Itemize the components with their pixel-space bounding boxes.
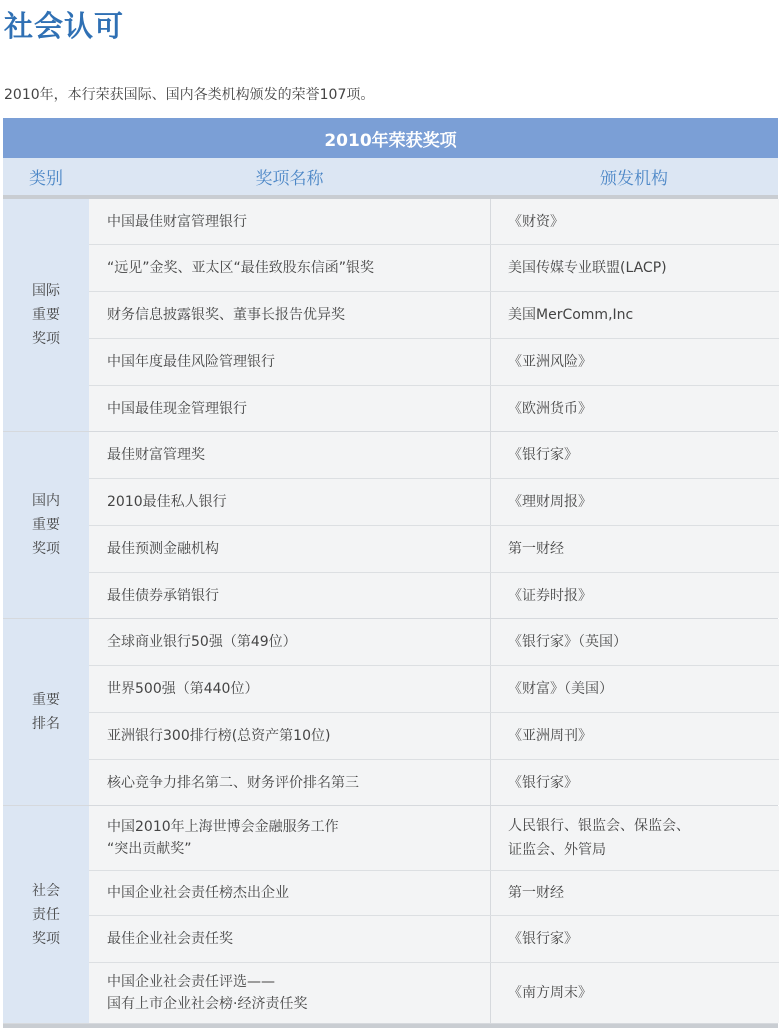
award-name-cell bbox=[89, 806, 491, 870]
issuer-line: 第一财经 bbox=[508, 541, 564, 557]
award-name-cell bbox=[89, 963, 491, 1023]
category-label-line: 排名 bbox=[32, 716, 60, 732]
issuer-line: 证监会、外管局 bbox=[508, 842, 606, 858]
award-name-line: 中国2010年上海世博会金融服务工作 bbox=[107, 819, 339, 835]
category-group bbox=[3, 619, 778, 806]
table-row bbox=[89, 245, 779, 292]
award-name-line: 亚洲银行300排行榜(总资产第10位) bbox=[107, 728, 331, 744]
table-row bbox=[89, 666, 779, 713]
table-row bbox=[89, 963, 779, 1023]
issuer-cell bbox=[491, 666, 779, 712]
issuer-line: 《欧洲货币》 bbox=[508, 400, 592, 417]
issuer-line: 美国MerComm,Inc bbox=[508, 307, 634, 323]
award-name-cell bbox=[89, 292, 491, 338]
category-label-line: 责任 bbox=[32, 906, 60, 923]
header-category: 类别 bbox=[29, 169, 63, 189]
table-row bbox=[89, 619, 779, 666]
category-label-line: 奖项 bbox=[32, 541, 60, 557]
issuer-cell bbox=[491, 386, 779, 431]
award-name-line: 中国最佳财富管理银行 bbox=[107, 213, 247, 230]
issuer-cell bbox=[491, 760, 779, 805]
category-cell bbox=[3, 432, 89, 618]
category-label-line: 国内 bbox=[32, 493, 60, 509]
issuer-line: 《亚洲周刊》 bbox=[508, 728, 592, 744]
table-row bbox=[89, 760, 779, 805]
issuer-cell bbox=[491, 963, 779, 1023]
award-name-line: “远见”金奖、亚太区“最佳致股东信函”银奖 bbox=[107, 260, 375, 276]
award-name-line: 最佳债券承销银行 bbox=[107, 587, 219, 604]
table-body bbox=[3, 199, 778, 1024]
issuer-cell bbox=[491, 619, 779, 665]
category-label-line: 重要 bbox=[32, 517, 60, 533]
table-row bbox=[89, 806, 779, 871]
issuer-line: 第一财经 bbox=[508, 885, 564, 901]
award-name-cell bbox=[89, 619, 491, 665]
table-row bbox=[89, 292, 779, 339]
award-name-cell bbox=[89, 760, 491, 805]
award-name-cell bbox=[89, 245, 491, 291]
table-row bbox=[89, 573, 779, 618]
issuer-cell bbox=[491, 292, 779, 338]
category-label-line: 奖项 bbox=[32, 930, 60, 947]
award-name-cell bbox=[89, 339, 491, 385]
table-title: 2010年荣获奖项 bbox=[3, 118, 778, 158]
issuer-line: 《银行家》 bbox=[508, 447, 578, 463]
award-name-cell bbox=[89, 916, 491, 962]
award-name-line: 最佳预测金融机构 bbox=[107, 541, 219, 557]
award-name-line: 中国企业社会责任评选—— bbox=[107, 974, 275, 990]
award-name-cell bbox=[89, 199, 491, 244]
awards-table bbox=[3, 118, 778, 1028]
issuer-cell bbox=[491, 806, 779, 870]
header-award-name: 奖项名称 bbox=[255, 169, 324, 189]
category-label-line: 重要 bbox=[32, 307, 60, 323]
table-row bbox=[89, 339, 779, 386]
issuer-line: 《财富》（美国） bbox=[508, 681, 613, 697]
issuer-cell bbox=[491, 526, 779, 572]
table-row bbox=[89, 432, 779, 479]
issuer-cell bbox=[491, 479, 779, 525]
award-name-line: 中国年度最佳风险管理银行 bbox=[107, 354, 275, 370]
issuer-cell bbox=[491, 573, 779, 618]
category-group bbox=[3, 806, 778, 1024]
table-bottom-bar bbox=[3, 1024, 778, 1028]
page-title: 社会认可 bbox=[4, 9, 125, 43]
category-cell bbox=[3, 199, 89, 431]
issuer-line: 《理财周报》 bbox=[508, 494, 592, 510]
table-row bbox=[89, 916, 779, 963]
award-name-line: 全球商业银行50强（第49位） bbox=[107, 634, 297, 650]
table-row bbox=[89, 199, 779, 245]
issuer-cell bbox=[491, 339, 779, 385]
category-group bbox=[3, 432, 778, 619]
category-label-line: 奖项 bbox=[32, 331, 60, 347]
award-name-line: 最佳财富管理奖 bbox=[107, 447, 205, 463]
category-label-line: 重要 bbox=[32, 692, 60, 708]
award-name-cell bbox=[89, 666, 491, 712]
award-name-line: “突出贡献奖” bbox=[107, 841, 192, 857]
issuer-line: 《银行家》 bbox=[508, 931, 578, 947]
table-row bbox=[89, 871, 779, 916]
award-name-line: 国有上市企业社会榜·经济责任奖 bbox=[107, 996, 308, 1012]
award-name-cell bbox=[89, 871, 491, 915]
award-name-line: 核心竞争力排名第二、财务评价排名第三 bbox=[107, 774, 359, 791]
award-name-cell bbox=[89, 573, 491, 618]
award-name-line: 财务信息披露银奖、董事长报告优异奖 bbox=[107, 307, 345, 323]
issuer-line: 《银行家》（英国） bbox=[508, 634, 627, 650]
category-cell bbox=[3, 806, 89, 1023]
issuer-cell bbox=[491, 199, 779, 244]
header-issuer: 颁发机构 bbox=[600, 169, 668, 189]
category-label-line: 国际 bbox=[32, 283, 60, 299]
table-row bbox=[89, 386, 779, 431]
table-row bbox=[89, 713, 779, 760]
award-name-cell bbox=[89, 526, 491, 572]
issuer-line: 《南方周末》 bbox=[508, 985, 592, 1001]
award-name-cell bbox=[89, 386, 491, 431]
issuer-line: 《证券时报》 bbox=[508, 587, 592, 604]
award-name-line: 中国最佳现金管理银行 bbox=[107, 400, 247, 417]
category-label-line: 社会 bbox=[32, 882, 60, 899]
issuer-cell bbox=[491, 245, 779, 291]
award-name-line: 2010最佳私人银行 bbox=[107, 494, 227, 510]
issuer-line: 人民银行、银监会、保监会、 bbox=[508, 818, 690, 834]
award-name-cell bbox=[89, 432, 491, 478]
intro-text: 2010年，本行荣获国际、国内各类机构颁发的荣誉107项。 bbox=[4, 87, 375, 103]
award-name-line: 最佳企业社会责任奖 bbox=[107, 931, 233, 947]
award-name-cell bbox=[89, 479, 491, 525]
category-group bbox=[3, 199, 778, 432]
issuer-line: 美国传媒专业联盟(LACP) bbox=[508, 260, 667, 276]
issuer-line: 《财资》 bbox=[508, 213, 564, 230]
issuer-line: 《银行家》 bbox=[508, 774, 578, 791]
table-header bbox=[3, 158, 778, 199]
award-name-line: 世界500强（第440位） bbox=[107, 681, 259, 697]
award-name-line: 中国企业社会责任榜杰出企业 bbox=[107, 885, 289, 901]
category-cell bbox=[3, 619, 89, 805]
issuer-cell bbox=[491, 713, 779, 759]
issuer-cell bbox=[491, 916, 779, 962]
issuer-line: 《亚洲风险》 bbox=[508, 354, 592, 370]
issuer-cell bbox=[491, 432, 779, 478]
table-row bbox=[89, 479, 779, 526]
issuer-cell bbox=[491, 871, 779, 915]
table-row bbox=[89, 526, 779, 573]
award-name-cell bbox=[89, 713, 491, 759]
